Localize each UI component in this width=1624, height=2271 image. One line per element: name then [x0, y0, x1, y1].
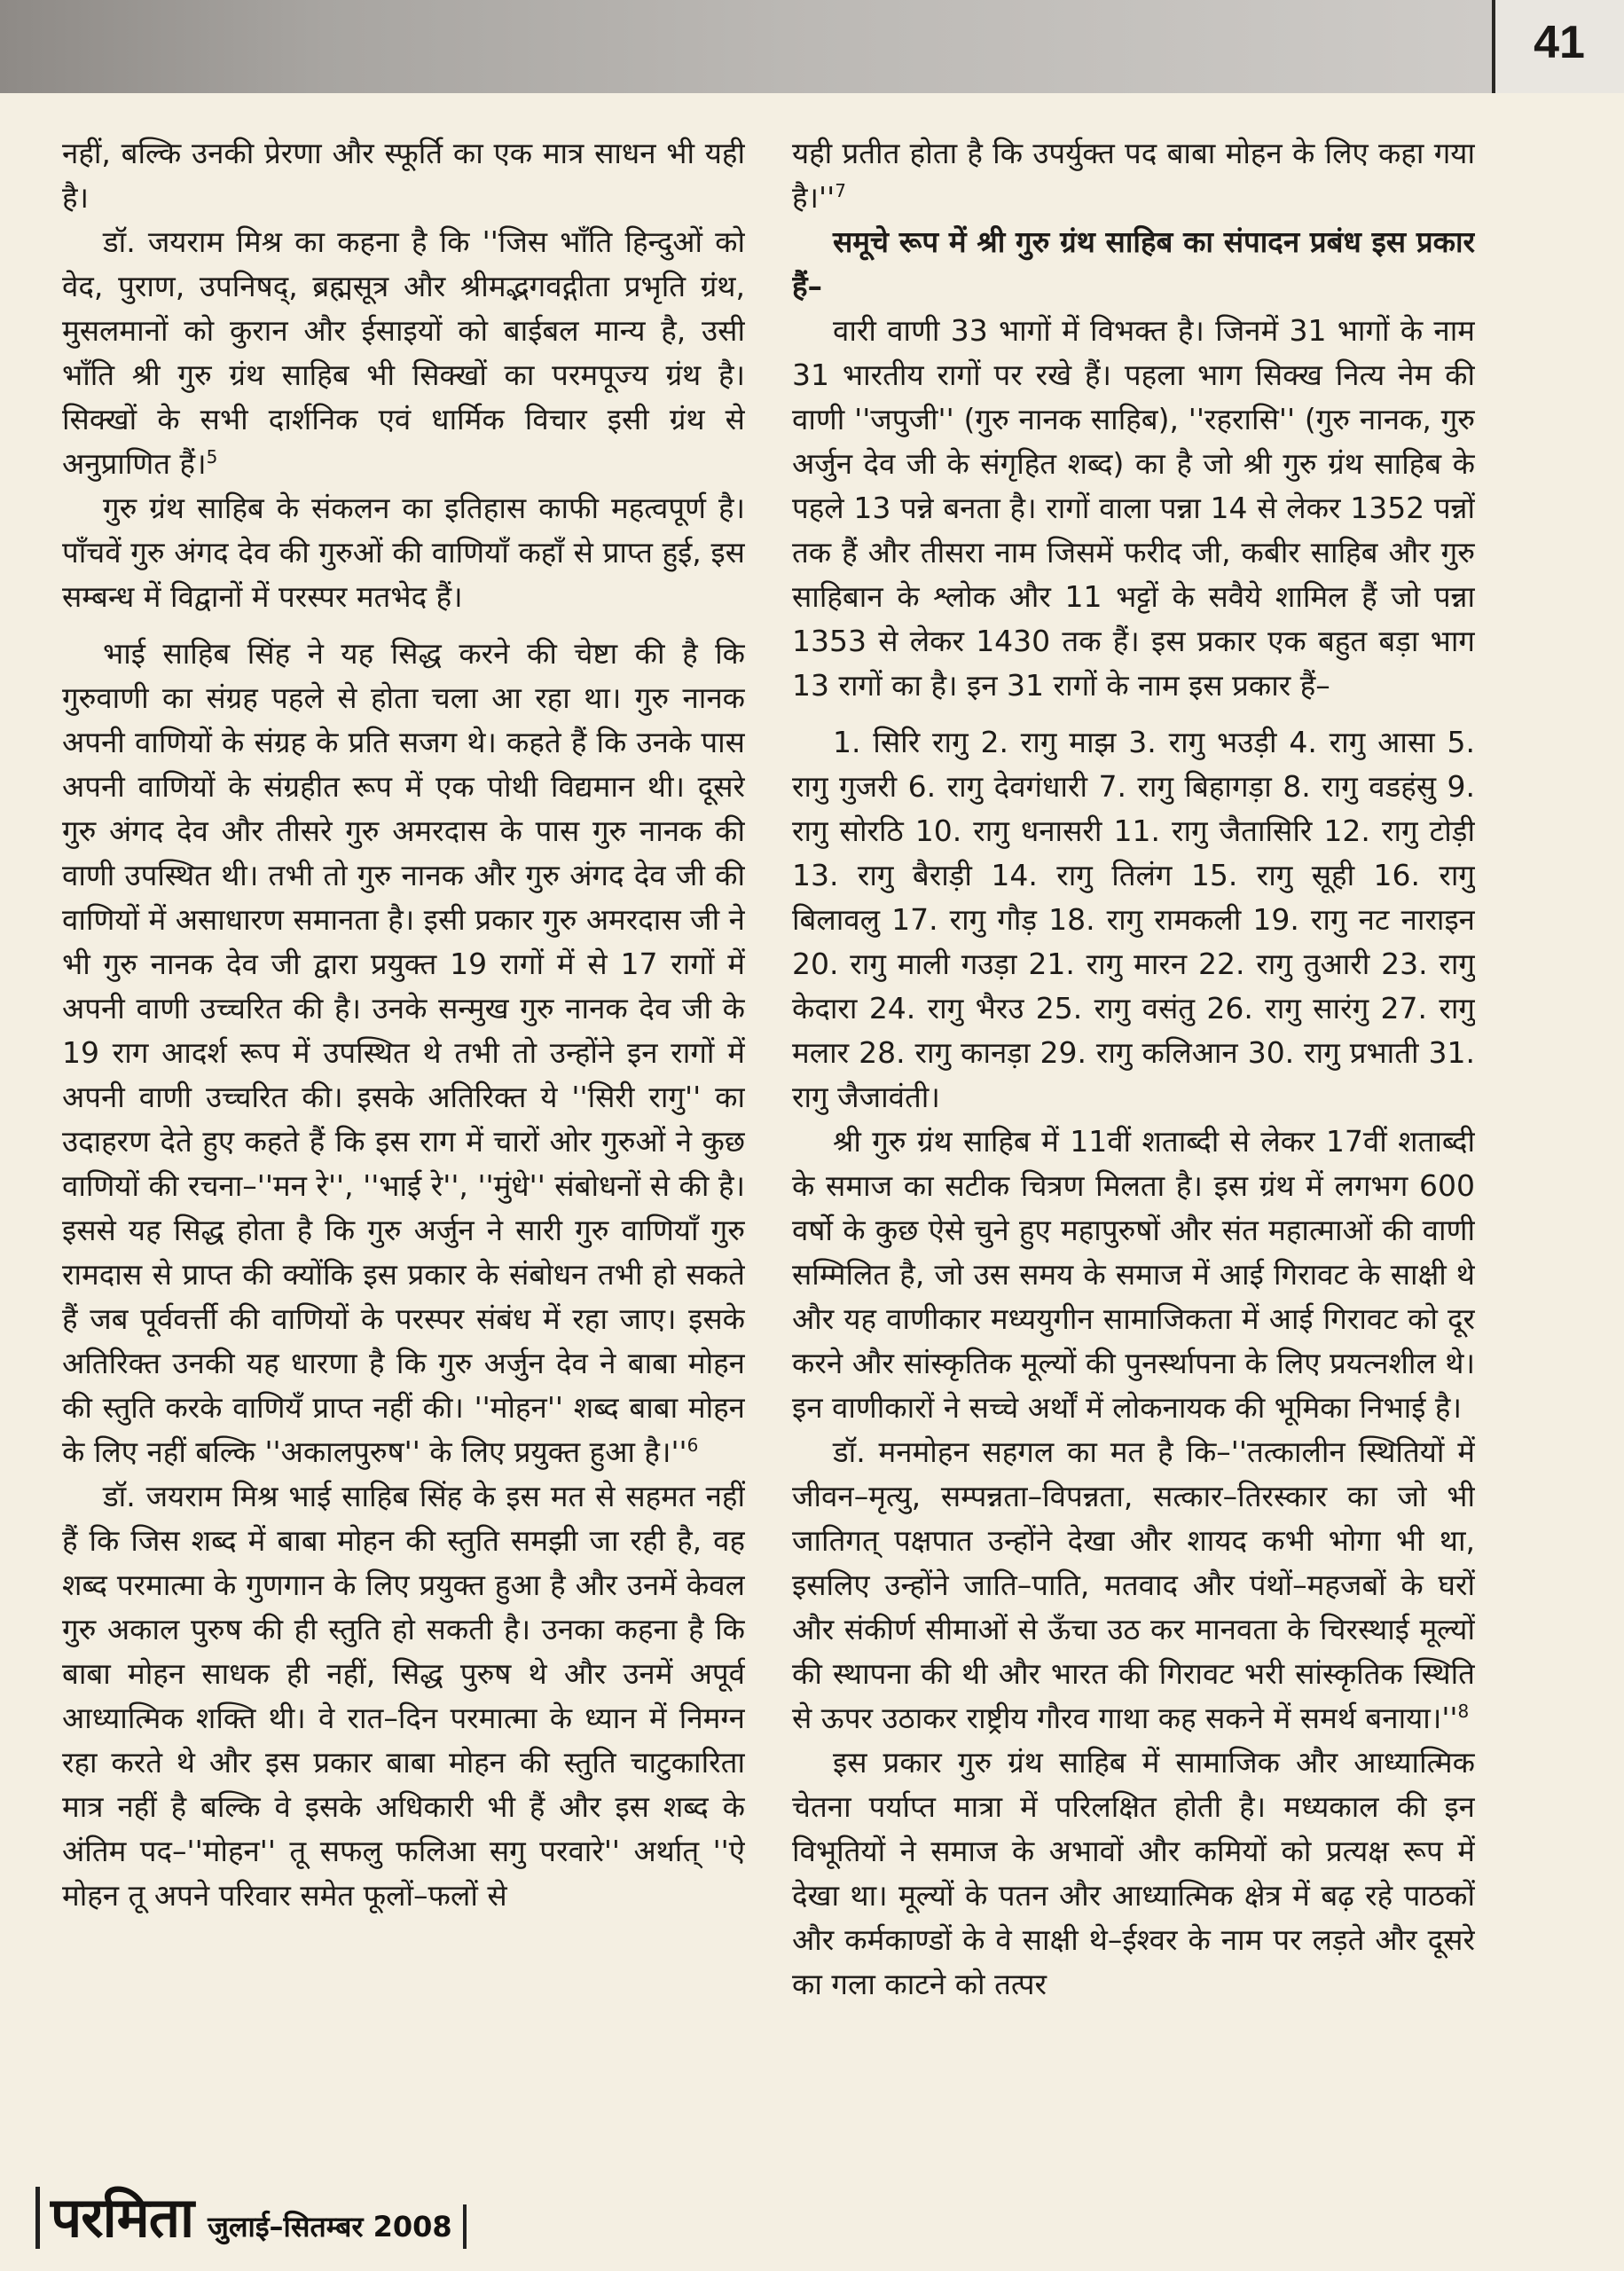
right-paragraph: [792, 1741, 1475, 2007]
left-paragraph: [62, 131, 745, 220]
left-paragraph: [62, 486, 745, 619]
paragraph-text: वारी वाणी 33 भागों में विभक्त है। जिनमें 31 भागों के नाम 31 भारतीय रागों पर रखे हैं। पहला भाग सिक्ख नित्य नेम की वाणी ''जपुजी'' (गुरु नानक साहिब), ''रहरासि'' (गुरु नानक, गुरु अर्जुन देव जी के संगृहित शब्द) का है जो श्री गुरु ग्रंथ साहिब के पहले 13 पन्ने बनता है। रागों वाला पन्ना 14 से लेकर 1352 पन्नों तक हैं और तीसरा नाम जिसमें फरीद जी, कबीर साहिब और गुरु साहिबान के श्लोक और 11 भट्टों के सवैये शामिल हैं जो पन्ना 1353 से लेकर 1430 तक हैं। इस प्रकार एक बहुत बड़ा भाग 13 रागों का है। इन 31 रागों के नाम इस प्रकार हैं–: [792, 313, 1475, 703]
page-number-box: [1492, 0, 1624, 93]
right-paragraph: [792, 220, 1475, 309]
right-paragraph: [792, 1120, 1475, 1430]
issue-date: जुलाई–सितम्बर 2008: [208, 2210, 452, 2243]
paragraph-text: इस प्रकार गुरु ग्रंथ साहिब में सामाजिक और आध्यात्मिक चेतना पर्याप्त मात्रा में परिलक्षित होती है। मध्यकाल की इन विभूतियों ने समाज के अभावों और कमियों को प्रत्यक्ष रूप में देखा था। मूल्यों के पतन और आध्यात्मिक क्षेत्र में बढ़ रहे पाठकों और कर्मकाण्डों के वे साक्षी थे–ईश्वर के नाम पर लड़ते और दूसरे का गला काटने को तत्पर: [792, 1745, 1475, 2001]
footer-rule: [35, 2187, 40, 2249]
paragraph-text: डॉ. जयराम मिश्र का कहना है कि ''जिस भाँति हिन्दुओं को वेद, पुराण, उपनिषद्, ब्रह्मसूत्र और श्रीमद्भगवद्गीता प्रभृति ग्रंथ, मुसलमानों को कुरान और ईसाइयों को बाईबल मान्य है, उसी भाँति श्री गुरु ग्रंथ साहिब भी सिक्खों का परमपूज्य ग्रंथ है। सिक्खों के सभी दार्शनिक एवं धार्मिक विचार इसी ग्रंथ से अनुप्राणित हैं।: [62, 224, 745, 481]
paragraph-text: समूचे रूप में श्री गुरु ग्रंथ साहिब का संपादन प्रबंध इस प्रकार हैं–: [792, 224, 1475, 303]
right-column: [792, 131, 1475, 2167]
left-column: [62, 131, 745, 2167]
page-number: 41: [1534, 17, 1585, 68]
paragraph-text: 1. सिरि रागु 2. रागु माझ 3. रागु भउड़ी 4. रागु आसा 5. रागु गुजरी 6. रागु देवगंधारी 7. रागु बिहागड़ा 8. रागु वडहंसु 9. रागु सोरठि 10. रागु धनासरी 11. रागु जैतासिरि 12. रागु टोड़ी 13. रागु बैराड़ी 14. रागु तिलंग 15. रागु सूही 16. रागु बिलावलु 17. रागु गौड़ 18. रागु रामकली 19. रागु नट नाराइन 20. रागु माली गउड़ा 21. रागु मारन 22. रागु तुआरी 23. रागु केदारा 24. रागु भैरउ 25. रागु वसंतु 26. रागु सारंगु 27. रागु मलार 28. रागु कानड़ा 29. रागु कलिआन 30. रागु प्रभाती 31. रागु जैजावंती।: [792, 725, 1475, 1114]
paragraph-text: श्री गुरु ग्रंथ साहिब में 11वीं शताब्दी से लेकर 17वीं शताब्दी के समाज का सटीक चित्रण मिलता है। इस ग्रंथ में लगभग 600 वर्षो के कुछ ऐसे चुने हुए महापुरुषों और संत महात्माओं की वाणी सम्मिलित है, जो उस समय के समाज में आई गिरावट के साक्षी थे और यह वाणीकार मध्ययुगीन सामाजिकता में आई गिरावट को दूर करने और सांस्कृतिक मूल्यों की पुनर्स्थापना के लिए प्रयत्नशील थे। इन वाणीकारों ने सच्चे अर्थों में लोकनायक की भूमिका निभाई है।: [792, 1124, 1475, 1425]
footnote-marker: 6: [686, 1434, 699, 1456]
left-paragraph: [62, 1474, 745, 1918]
paragraph-text: नहीं, बल्कि उनकी प्रेरणा और स्फूर्ति का एक मात्र साधन भी यही है।: [62, 136, 745, 215]
left-paragraph: [62, 632, 745, 1474]
footer-rule-end: [463, 2204, 467, 2249]
footnote-marker: 5: [206, 446, 218, 468]
paragraph-text: यही प्रतीत होता है कि उपर्युक्त पद बाबा मोहन के लिए कहा गया है।'': [792, 136, 1475, 215]
footnote-marker: 8: [1457, 1701, 1470, 1722]
right-paragraph: [792, 720, 1475, 1120]
left-paragraph: [62, 220, 745, 486]
right-paragraph: [792, 1430, 1475, 1741]
footer: [35, 2178, 467, 2249]
footnote-marker: 7: [835, 180, 846, 201]
header-band: [0, 0, 1624, 93]
paragraph-text: गुरु ग्रंथ साहिब के संकलन का इतिहास काफी महत्वपूर्ण है। पाँचवें गुरु अंगद देव की गुरुओं की वाणियाँ कहाँ से प्राप्त हुई, इस सम्बन्ध में विद्वानों में परस्पर मतभेद हैं।: [62, 491, 745, 614]
right-paragraph: [792, 309, 1475, 708]
paragraph-text: डॉ. जयराम मिश्र भाई साहिब सिंह के इस मत से सहमत नहीं हैं कि जिस शब्द में बाबा मोहन की स्तुति समझी जा रही है, वह शब्द परमात्मा के गुणगान के लिए प्रयुक्त हुआ है और उनमें केवल गुरु अकाल पुरुष की ही स्तुति हो सकती है। उनका कहना है कि बाबा मोहन साधक ही नहीं, सिद्ध पुरुष थे और उनमें अपूर्व आध्यात्मिक शक्ति थी। वे रात–दिन परमात्मा के ध्यान में निमग्न रहा करते थे और इस प्रकार बाबा मोहन की स्तुति चाटुकारिता मात्र नहीं है बल्कि वे इसके अधिकारी भी हैं और इस शब्द के अंतिम पद–''मोहन'' तू सफलु फलिआ सगु परवारे'' अर्थात् ''ऐ मोहन तू अपने परिवार समेत फूलों–फलों से: [62, 1479, 745, 1913]
magazine-logo: परमिता: [51, 2185, 194, 2250]
right-paragraph: [792, 131, 1475, 220]
paragraph-text: भाई साहिब सिंह ने यह सिद्ध करने की चेष्टा की है कि गुरुवाणी का संग्रह पहले से होता चला आ रहा था। गुरु नानक अपनी वाणियों के संग्रह के प्रति सजग थे। कहते हैं कि उनके पास अपनी वाणियों के संग्रहीत रूप में एक पोथी विद्यमान थी। दूसरे गुरु अंगद देव और तीसरे गुरु अमरदास के पास गुरु नानक की वाणी उपस्थित थी। तभी तो गुरु नानक और गुरु अंगद देव जी की वाणियों में असाधारण समानता है। इसी प्रकार गुरु अमरदास जी ने भी गुरु नानक देव जी द्वारा प्रयुक्त 19 रागों में से 17 रागों में अपनी वाणी उच्चरित की है। उनके सन्मुख गुरु नानक देव जी के 19 राग आदर्श रूप में उपस्थित थे तभी तो उन्होंने इन रागों में अपनी वाणी उच्चरित की। इसके अतिरिक्त ये ''सिरी रागु'' का उदाहरण देते हुए कहते हैं कि इस राग में चारों ओर गुरुओं ने कुछ वाणियों की रचना–''मन रे'', ''भाई रे'', ''मुंधे'' संबोधनों से की है। इससे यह सिद्ध होता है कि गुरु अर्जुन ने सारी गुरु वाणियाँ गुरु रामदास से प्राप्त की क्योंकि इस प्रकार के संबोधन तभी हो सकते हैं जब पूर्ववर्त्ती की वाणियों के परस्पर संबंध में रहा जाए। इसके अतिरिक्त उनकी यह धारणा है कि गुरु अर्जुन देव ने बाबा मोहन की स्तुति करके वाणियँ प्राप्त नहीं की। ''मोहन'' शब्द बाबा मोहन के लिए नहीं बल्कि ''अकालपुरुष'' के लिए प्रयुक्त हुआ है।'': [62, 636, 745, 1469]
paragraph-text: डॉ. मनमोहन सहगल का मत है कि–''तत्कालीन स्थितियों में जीवन–मृत्यु, सम्पन्नता–विपन्नता, सत्कार–तिरस्कार का जो भी जातिगत् पक्षपात उन्होंने देखा और शायद कभी भोगा भी था, इसलिए उन्होंने जाति–पाति, मतवाद और पंथों–महजबों के घरों और संकीर्ण सीमाओं से ऊँचा उठ कर मानवता के चिरस्थाई मूल्यों की स्थापना की थी और भारत की गिरावट भरी सांस्कृतिक स्थिति से ऊपर उठाकर राष्ट्रीय गौरव गाथा कह सकने में समर्थ बनाया।'': [792, 1434, 1475, 1735]
